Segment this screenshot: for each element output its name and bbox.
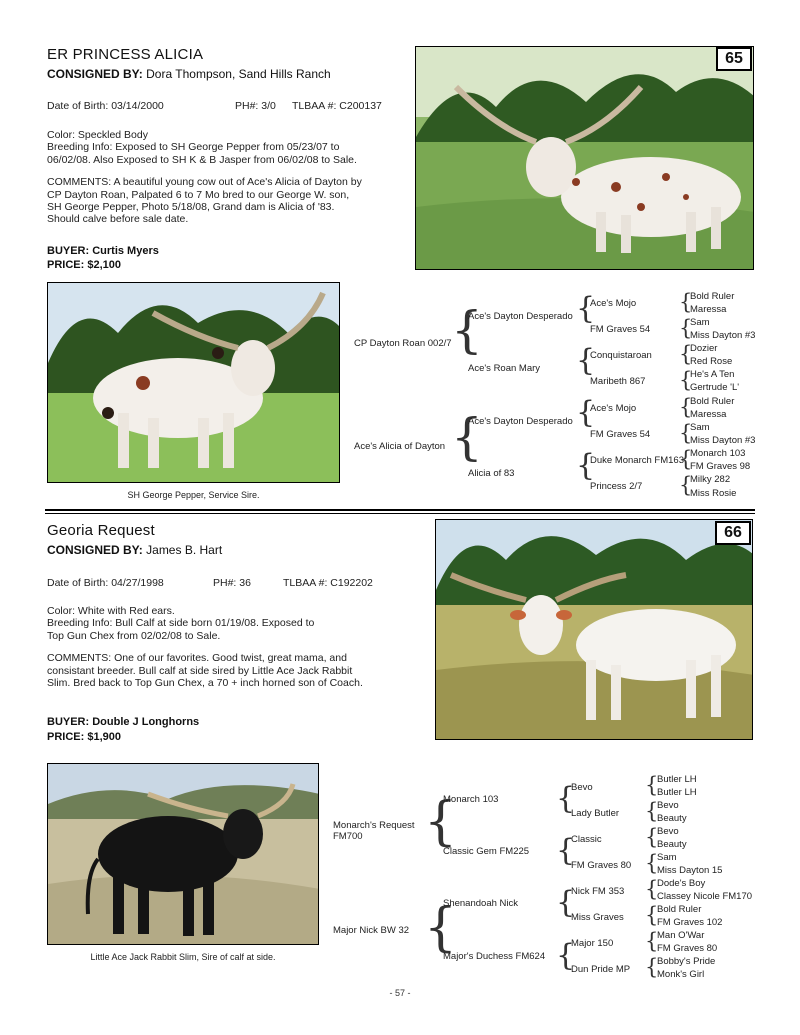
pedigree-gen4: Sam: [690, 317, 710, 328]
brace-icon: {: [556, 885, 576, 920]
pedigree-gen3: Ace's Mojo: [590, 403, 637, 414]
lot65-price: PRICE: $2,100: [47, 259, 121, 271]
pedigree-gen4: Man O'War: [657, 930, 705, 941]
consigner-name: Dora Thompson, Sand Hills Ranch: [146, 67, 331, 81]
lot66-buyer: BUYER: Double J Longhorns: [47, 716, 200, 728]
pedigree-gen4: Maressa: [690, 409, 727, 420]
pedigree-gen3: Maribeth 867: [590, 376, 646, 387]
brace-icon: {: [451, 301, 483, 359]
pedigree-gen4: Bevo: [657, 826, 679, 837]
pedigree-gen4: FM Graves 98: [690, 461, 751, 472]
pedigree-gen2: Major's Duchess FM624: [443, 951, 546, 962]
brace-icon: {: [451, 408, 483, 466]
pedigree-gen4: Butler LH: [657, 787, 697, 798]
brace-icon: {: [556, 833, 576, 868]
page-number: - 57 -: [389, 988, 411, 998]
brace-icon: {: [679, 368, 693, 392]
brace-icon: {: [424, 792, 458, 852]
pedigree-gen4: Dozier: [690, 343, 718, 354]
pedigree-gen4: Gertrude 'L': [690, 382, 740, 393]
lot66-photo-caption: Little Ace Jack Rabbit Slim, Sire of calf at side.: [90, 952, 276, 962]
brace-icon: {: [679, 316, 693, 340]
brace-icon: {: [576, 448, 596, 483]
pedigree-gen4: Dode's Boy: [657, 878, 706, 889]
brace-icon: {: [576, 395, 596, 430]
brace-icon: {: [556, 938, 576, 973]
pedigree-gen4: Bobby's Pride: [657, 956, 716, 967]
brace-icon: {: [679, 447, 693, 471]
breeding-line: Top Gun Chex from 02/02/08 to Sale.: [47, 629, 221, 642]
comments-line: COMMENTS: A beautiful young cow out of Ace's Alicia of Dayton by: [47, 176, 362, 189]
pedigree-gen4: Monk's Girl: [657, 969, 705, 980]
pedigree-gen3: FM Graves 54: [590, 429, 651, 440]
pedigree-gen2: Ace's Dayton Desperado: [468, 311, 573, 322]
sire-of-calf-photo: [47, 763, 319, 945]
pedigree-gen3: Princess 2/7: [590, 481, 643, 492]
lot66-ph: PH#: 36: [213, 577, 251, 589]
pedigree-dam: Major Nick BW 32: [333, 925, 410, 936]
breeding-line: 06/02/08. Also Exposed to SH K & B Jasper from 06/02/08 to Sale.: [47, 153, 357, 166]
lot66-number-badge: 66: [715, 521, 751, 545]
lot65-dob: Date of Birth: 03/14/2000: [47, 100, 164, 112]
lot65-number-badge: 65: [716, 47, 752, 71]
pedigree-gen4: Sam: [690, 422, 710, 433]
pedigree-gen4: Classey Nicole FM170: [657, 891, 753, 902]
breeding-line: Breeding Info: Bull Calf at side born 01/19/08. Exposed to: [47, 617, 315, 630]
section-divider: [45, 509, 755, 511]
brace-icon: {: [679, 342, 693, 366]
comments-line: Slim. Bred back to Top Gun Chex, a 70 + inch horned son of Coach.: [47, 677, 363, 690]
pedigree-gen3: Dun Pride MP: [571, 964, 631, 975]
pedigree-gen4: Beauty: [657, 839, 687, 850]
pedigree-gen3: Classic: [571, 834, 602, 845]
brace-icon: {: [645, 825, 659, 849]
pedigree-gen3: FM Graves 54: [590, 324, 651, 335]
pedigree-gen4: Milky 282: [690, 474, 731, 485]
consigner-name: James B. Hart: [146, 543, 223, 557]
pedigree-gen3: Duke Monarch FM163: [590, 455, 684, 466]
pedigree-gen4: Miss Dayton #3: [690, 435, 756, 446]
brace-icon: {: [424, 898, 458, 958]
pedigree-sire: Monarch's Request: [333, 820, 415, 831]
pedigree-gen3: Lady Butler: [571, 808, 620, 819]
lot65-name: ER PRINCESS ALICIA: [47, 46, 204, 63]
pedigree-gen4: Miss Dayton #3: [690, 330, 756, 341]
lot66-consigner: [47, 543, 222, 557]
brace-icon: {: [576, 291, 596, 326]
pedigree-gen4: Maressa: [690, 304, 727, 315]
pedigree-gen2: Ace's Roan Mary: [468, 363, 541, 374]
pedigree-gen3: Ace's Mojo: [590, 298, 637, 309]
comments-line: CP Dayton Roan, Palpated 6 to 7 Mo bred to our George W. son,: [47, 188, 350, 201]
pedigree-gen2: Alicia of 83: [468, 468, 515, 479]
pedigree-dam: Ace's Alicia of Dayton: [354, 441, 446, 452]
lot65-consigner: [47, 67, 331, 81]
lot66-dob: Date of Birth: 04/27/1998: [47, 577, 164, 589]
breeding-line: Breeding Info: Exposed to SH George Pepper from 05/23/07 to: [47, 141, 340, 154]
pedigree-gen4: He's A Ten: [690, 369, 735, 380]
lot66-name: Georia Request: [47, 522, 155, 539]
pedigree-gen4: Bold Ruler: [690, 396, 735, 407]
consigned-label: CONSIGNED BY:: [47, 543, 143, 557]
pedigree-gen4: Sam: [657, 852, 677, 863]
pedigree-gen4: Red Rose: [690, 356, 733, 367]
pedigree-sire: CP Dayton Roan 002/7: [354, 338, 452, 349]
pedigree-gen3: Major 150: [571, 938, 614, 949]
brace-icon: {: [679, 473, 693, 497]
lot65-cow-photo: [415, 46, 754, 270]
lot66-price: PRICE: $1,900: [47, 731, 121, 743]
pedigree-gen4: Bevo: [657, 800, 679, 811]
consigned-label: CONSIGNED BY:: [47, 67, 143, 81]
pedigree-gen4: Bold Ruler: [690, 291, 735, 302]
lot66-cow-photo: [435, 519, 753, 740]
brace-icon: {: [679, 421, 693, 445]
pedigree-gen4: FM Graves 102: [657, 917, 723, 928]
color-line: Color: Speckled Body: [47, 129, 148, 141]
lot65-tlbaa: TLBAA #: C200137: [292, 100, 382, 112]
lot66-tlbaa: TLBAA #: C192202: [283, 577, 373, 589]
pedigree-gen4: FM Graves 80: [657, 943, 718, 954]
brace-icon: {: [645, 877, 659, 901]
pedigree-gen3: Bevo: [571, 782, 593, 793]
color-line: Color: White with Red ears.: [47, 605, 175, 617]
lot65-buyer: BUYER: Curtis Myers: [47, 245, 159, 257]
brace-icon: {: [679, 290, 693, 314]
brace-icon: {: [645, 773, 659, 797]
comments-line: SH George Pepper, Photo 5/18/08, Grand dam is Alicia of '83.: [47, 201, 335, 214]
pedigree-gen3: Conquistaroan: [590, 350, 652, 361]
lot65-photo-caption: SH George Pepper, Service Sire.: [127, 490, 260, 500]
comments-line: consistant breeder. Bull calf at side sired by Little Ace Jack Rabbit: [47, 664, 353, 677]
comments-line: Should calve before sale date.: [47, 213, 189, 226]
pedigree-gen3: FM Graves 80: [571, 860, 632, 871]
lot66-info: [47, 605, 427, 689]
brace-icon: {: [645, 799, 659, 823]
pedigree-gen4: Miss Rosie: [690, 488, 737, 499]
section-divider: [45, 513, 755, 514]
lot65-info: [47, 129, 417, 226]
brace-icon: {: [645, 929, 659, 953]
brace-icon: {: [645, 903, 659, 927]
pedigree-gen2: Monarch 103: [443, 794, 499, 805]
comments-line: COMMENTS: One of our favorites. Good twist, great mama, and: [47, 652, 347, 665]
brace-icon: {: [679, 395, 693, 419]
pedigree-gen2: Shenandoah Nick: [443, 898, 518, 909]
lot65-ph: PH#: 3/0: [235, 100, 276, 112]
brace-icon: {: [576, 343, 596, 378]
pedigree-sire-reg: FM700: [333, 831, 363, 842]
service-sire-photo: [47, 282, 340, 483]
pedigree-gen3: Nick FM 353: [571, 886, 625, 897]
brace-icon: {: [556, 781, 576, 816]
pedigree-gen2: Classic Gem FM225: [443, 846, 530, 857]
pedigree-gen4: Beauty: [657, 813, 687, 824]
brace-icon: {: [645, 955, 659, 979]
pedigree-gen4: Monarch 103: [690, 448, 746, 459]
pedigree-gen4: Bold Ruler: [657, 904, 702, 915]
pedigree-gen4: Butler LH: [657, 774, 697, 785]
pedigree-gen2: Ace's Dayton Desperado: [468, 416, 573, 427]
pedigree-gen3: Miss Graves: [571, 912, 624, 923]
brace-icon: {: [645, 851, 659, 875]
pedigree-gen4: Miss Dayton 15: [657, 865, 723, 876]
